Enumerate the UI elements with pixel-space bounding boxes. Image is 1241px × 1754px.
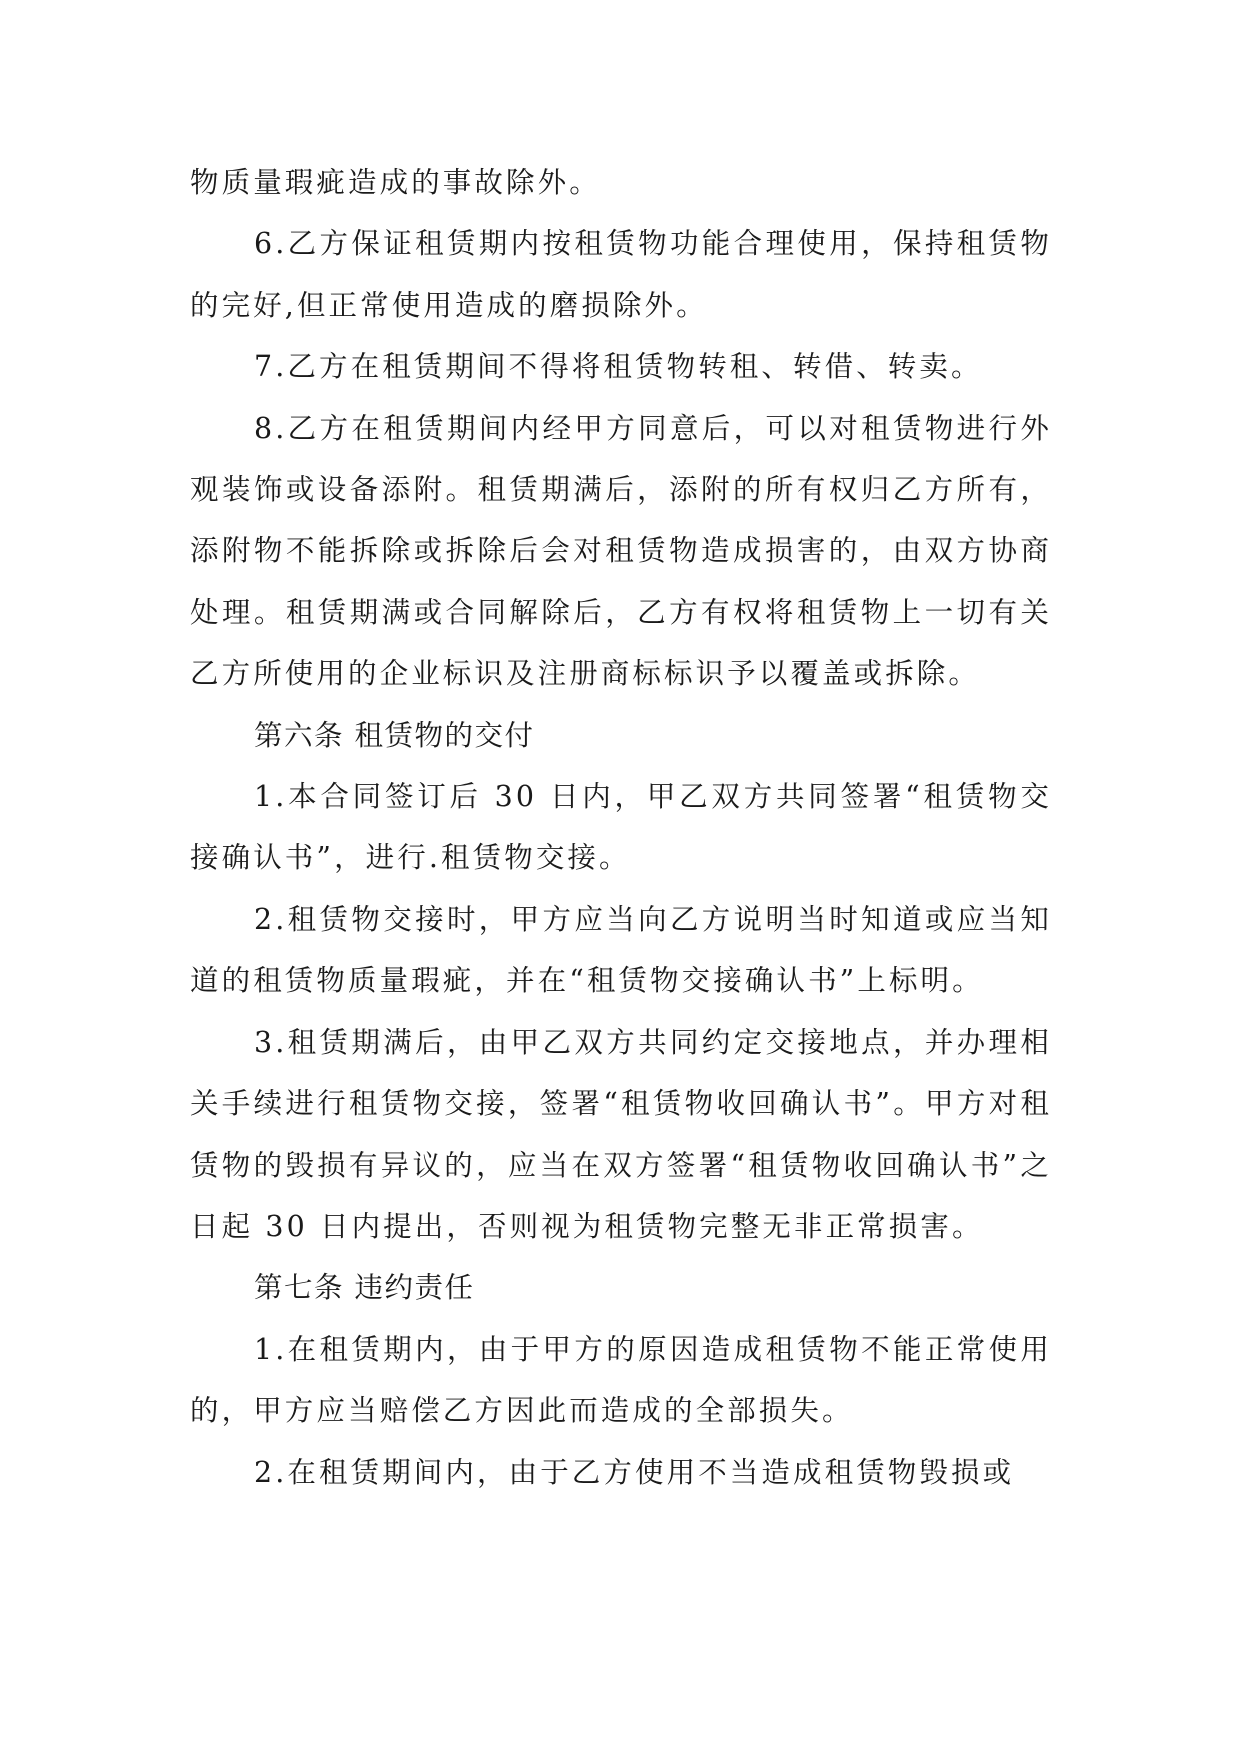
clause-5-item-7: 7.乙方在租赁期间不得将租赁物转租、转借、转卖。 [254, 350, 983, 384]
clause-6-item-2: 2.租赁物交接时，甲方应当向乙方说明当时知道或应当知道的租赁物质量瑕疵，并在“租赁物交接确认书”上标明。 [190, 902, 1052, 998]
clause-5-item-8: 8.乙方在租赁期间内经甲方同意后，可以对租赁物进行外观装饰或设备添附。租赁期满后，添附的所有权归乙方所有，添附物不能拆除或拆除后会对租赁物造成损害的，由双方协商处理。租赁期满或合同解除后，乙方有权将租赁物上一切有关乙方所使用的企业标识及注册商标标识予以覆盖或拆除。 [190, 411, 1052, 691]
section-heading-article-7: 第七条 违约责任 [254, 1271, 475, 1305]
clause-6-item-3: 3.租赁期满后，由甲乙双方共同约定交接地点，并办理相关手续进行租赁物交接，签署“租赁物收回确认书”。甲方对租赁物的毁损有异议的，应当在双方签署“租赁物收回确认书”之日起 30 日内提出，否则视为租赁物完整无非正常损害。 [190, 1025, 1052, 1243]
clause-5-item-6: 6.乙方保证租赁期内按租赁物功能合理使用，保持租赁物的完好,但正常使用造成的磨损除外。 [190, 227, 1052, 322]
clause-7-item-2: 2.在租赁期间内，由于乙方使用不当造成租赁物毁损或 [254, 1455, 1015, 1489]
clause-6-item-1: 1.本合同签订后 30 日内，甲乙双方共同签署“租赁物交接确认书”，进行.租赁物交接。 [190, 780, 1052, 875]
document-body [190, 152, 1052, 1503]
clause-7-item-1: 1.在租赁期内，由于甲方的原因造成租赁物不能正常使用的，甲方应当赔偿乙方因此而造成的全部损失。 [190, 1332, 1052, 1428]
section-heading-article-6: 第六条 租赁物的交付 [254, 718, 535, 752]
paragraph-continuation: 物质量瑕疵造成的事故除外。 [190, 166, 601, 199]
